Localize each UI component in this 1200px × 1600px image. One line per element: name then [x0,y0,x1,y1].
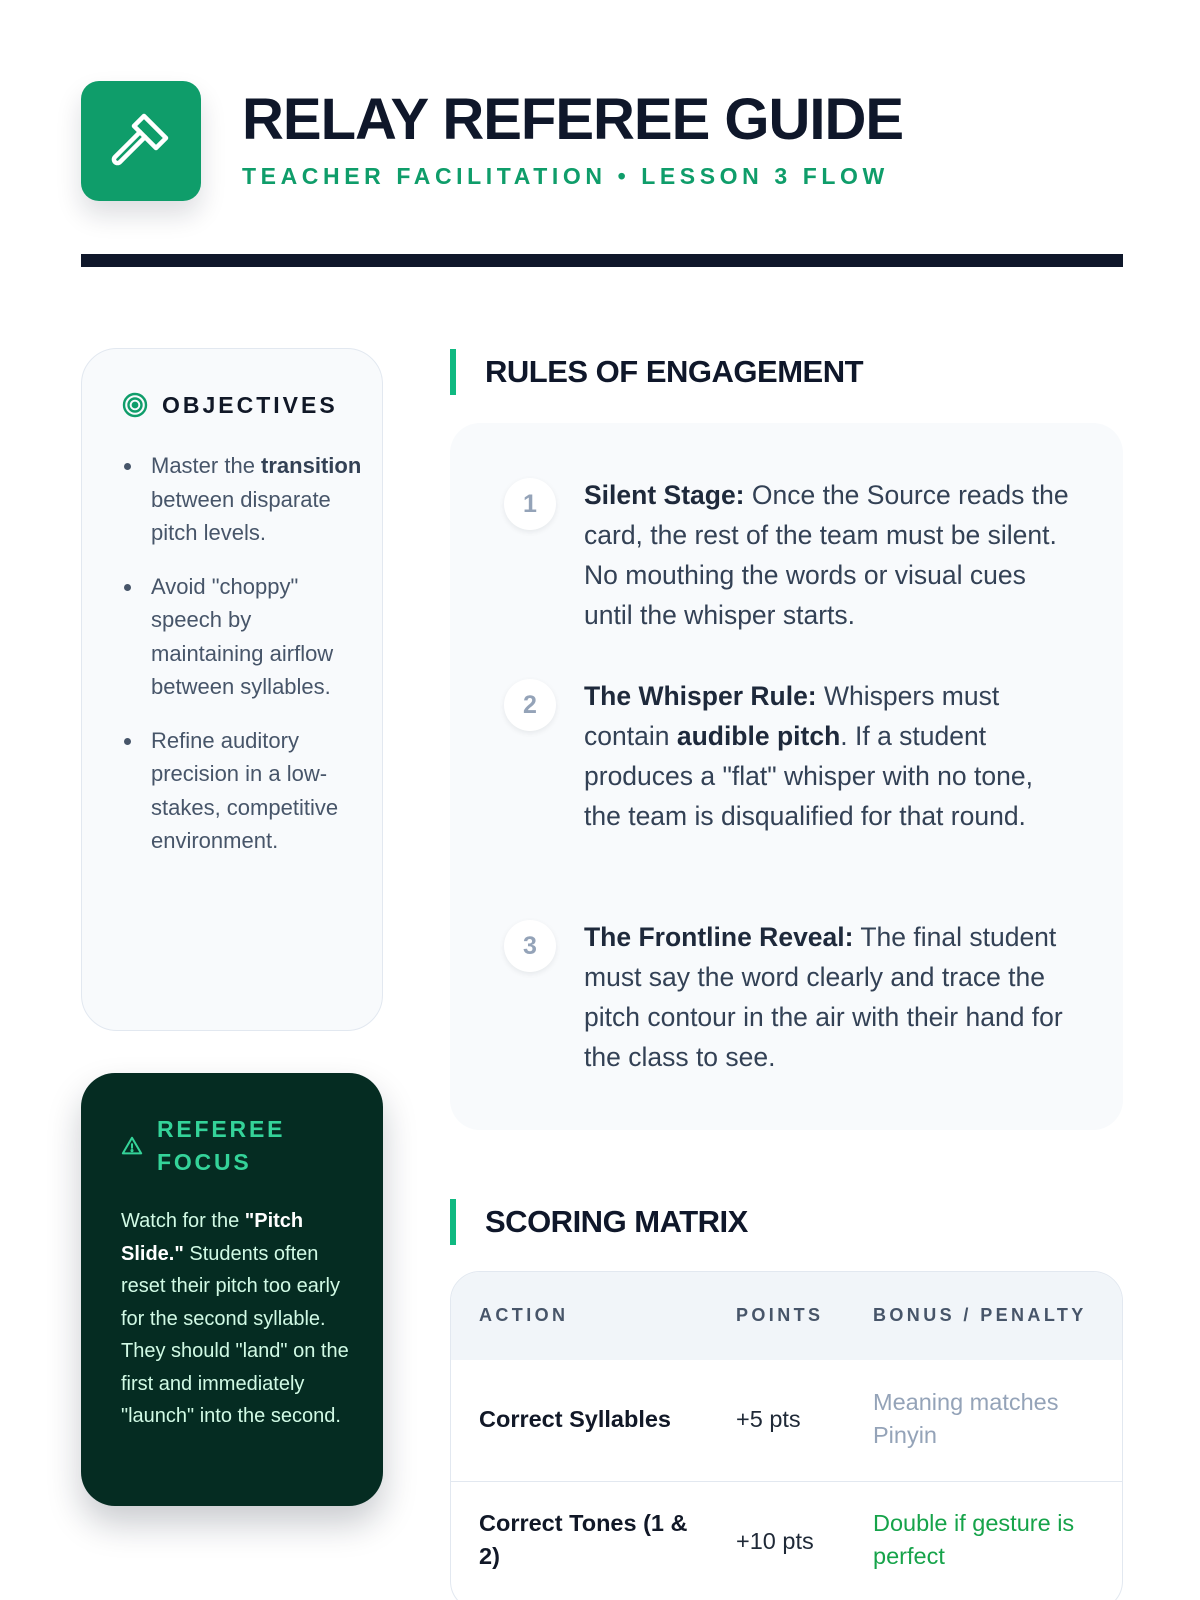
rule-number: 3 [504,920,556,972]
column-header-points: POINTS [736,1305,824,1325]
header-divider [81,254,1123,267]
rule-text: The Frontline Reveal: The final student must say the word clearly and trace the pitch contour in the air with their hand for the class to see. [584,922,1063,1072]
table-row [451,1360,1122,1482]
objectives-list [122,449,362,878]
referee-focus-card [81,1073,383,1506]
rule-number: 2 [504,679,556,731]
table-header [451,1272,1122,1360]
cell-points: +10 pts [736,1528,814,1554]
scoring-heading-text: SCORING MATRIX [485,1204,748,1239]
target-icon [122,392,148,418]
column-header-bonus: BONUS / PENALTY [873,1305,1087,1325]
focus-text: Watch for the "Pitch Slide." Students often reset their pitch too early for the second syllable. They should "land" on the first and immediately "launch" into the second. [121,1210,349,1427]
cell-points: +5 pts [736,1406,801,1432]
objective-item: Refine auditory precision in a low-stakes, competitive environment. [122,724,362,858]
warning-icon [121,1135,143,1157]
cell-bonus: Meaning matches Pinyin [873,1389,1059,1448]
cell-action: Correct Tones (1 & 2) [479,1510,688,1569]
rules-section-heading [450,349,863,395]
objectives-header [122,385,338,425]
focus-heading: REFEREE FOCUS [157,1116,286,1175]
rule-number: 1 [504,478,556,530]
column-header-action: ACTION [479,1305,569,1325]
cell-action: Correct Syllables [479,1406,672,1432]
page-title: RELAY REFEREE GUIDE [242,87,904,152]
heading-accent-bar [450,349,456,395]
objective-item: Avoid "choppy" speech by maintaining airflow between syllables. [122,570,362,704]
rules-card [450,423,1123,1130]
page-subtitle: TEACHER FACILITATION • LESSON 3 FLOW [242,163,889,189]
cell-bonus: Double if gesture is perfect [873,1510,1075,1569]
objective-item: Master the transition between disparate pitch levels. [122,449,362,550]
objectives-card [81,348,383,1031]
rule-text: The Whisper Rule: Whispers must contain audible pitch. If a student produces a "flat" whisper with no tone, the team is disqualified for that round. [584,681,1033,831]
header [81,81,1123,201]
objectives-heading: OBJECTIVES [162,391,338,418]
rule-text: Silent Stage: Once the Source reads the card, the rest of the team must be silent. No mouthing the words or visual cues until the whisper starts. [584,480,1069,630]
scoring-table [450,1271,1123,1600]
focus-header [121,1113,297,1179]
scoring-section-heading [450,1199,748,1245]
heading-accent-bar [450,1199,456,1245]
gavel-icon [81,81,201,201]
rules-heading-text: RULES OF ENGAGEMENT [485,354,864,389]
table-row [451,1482,1122,1600]
